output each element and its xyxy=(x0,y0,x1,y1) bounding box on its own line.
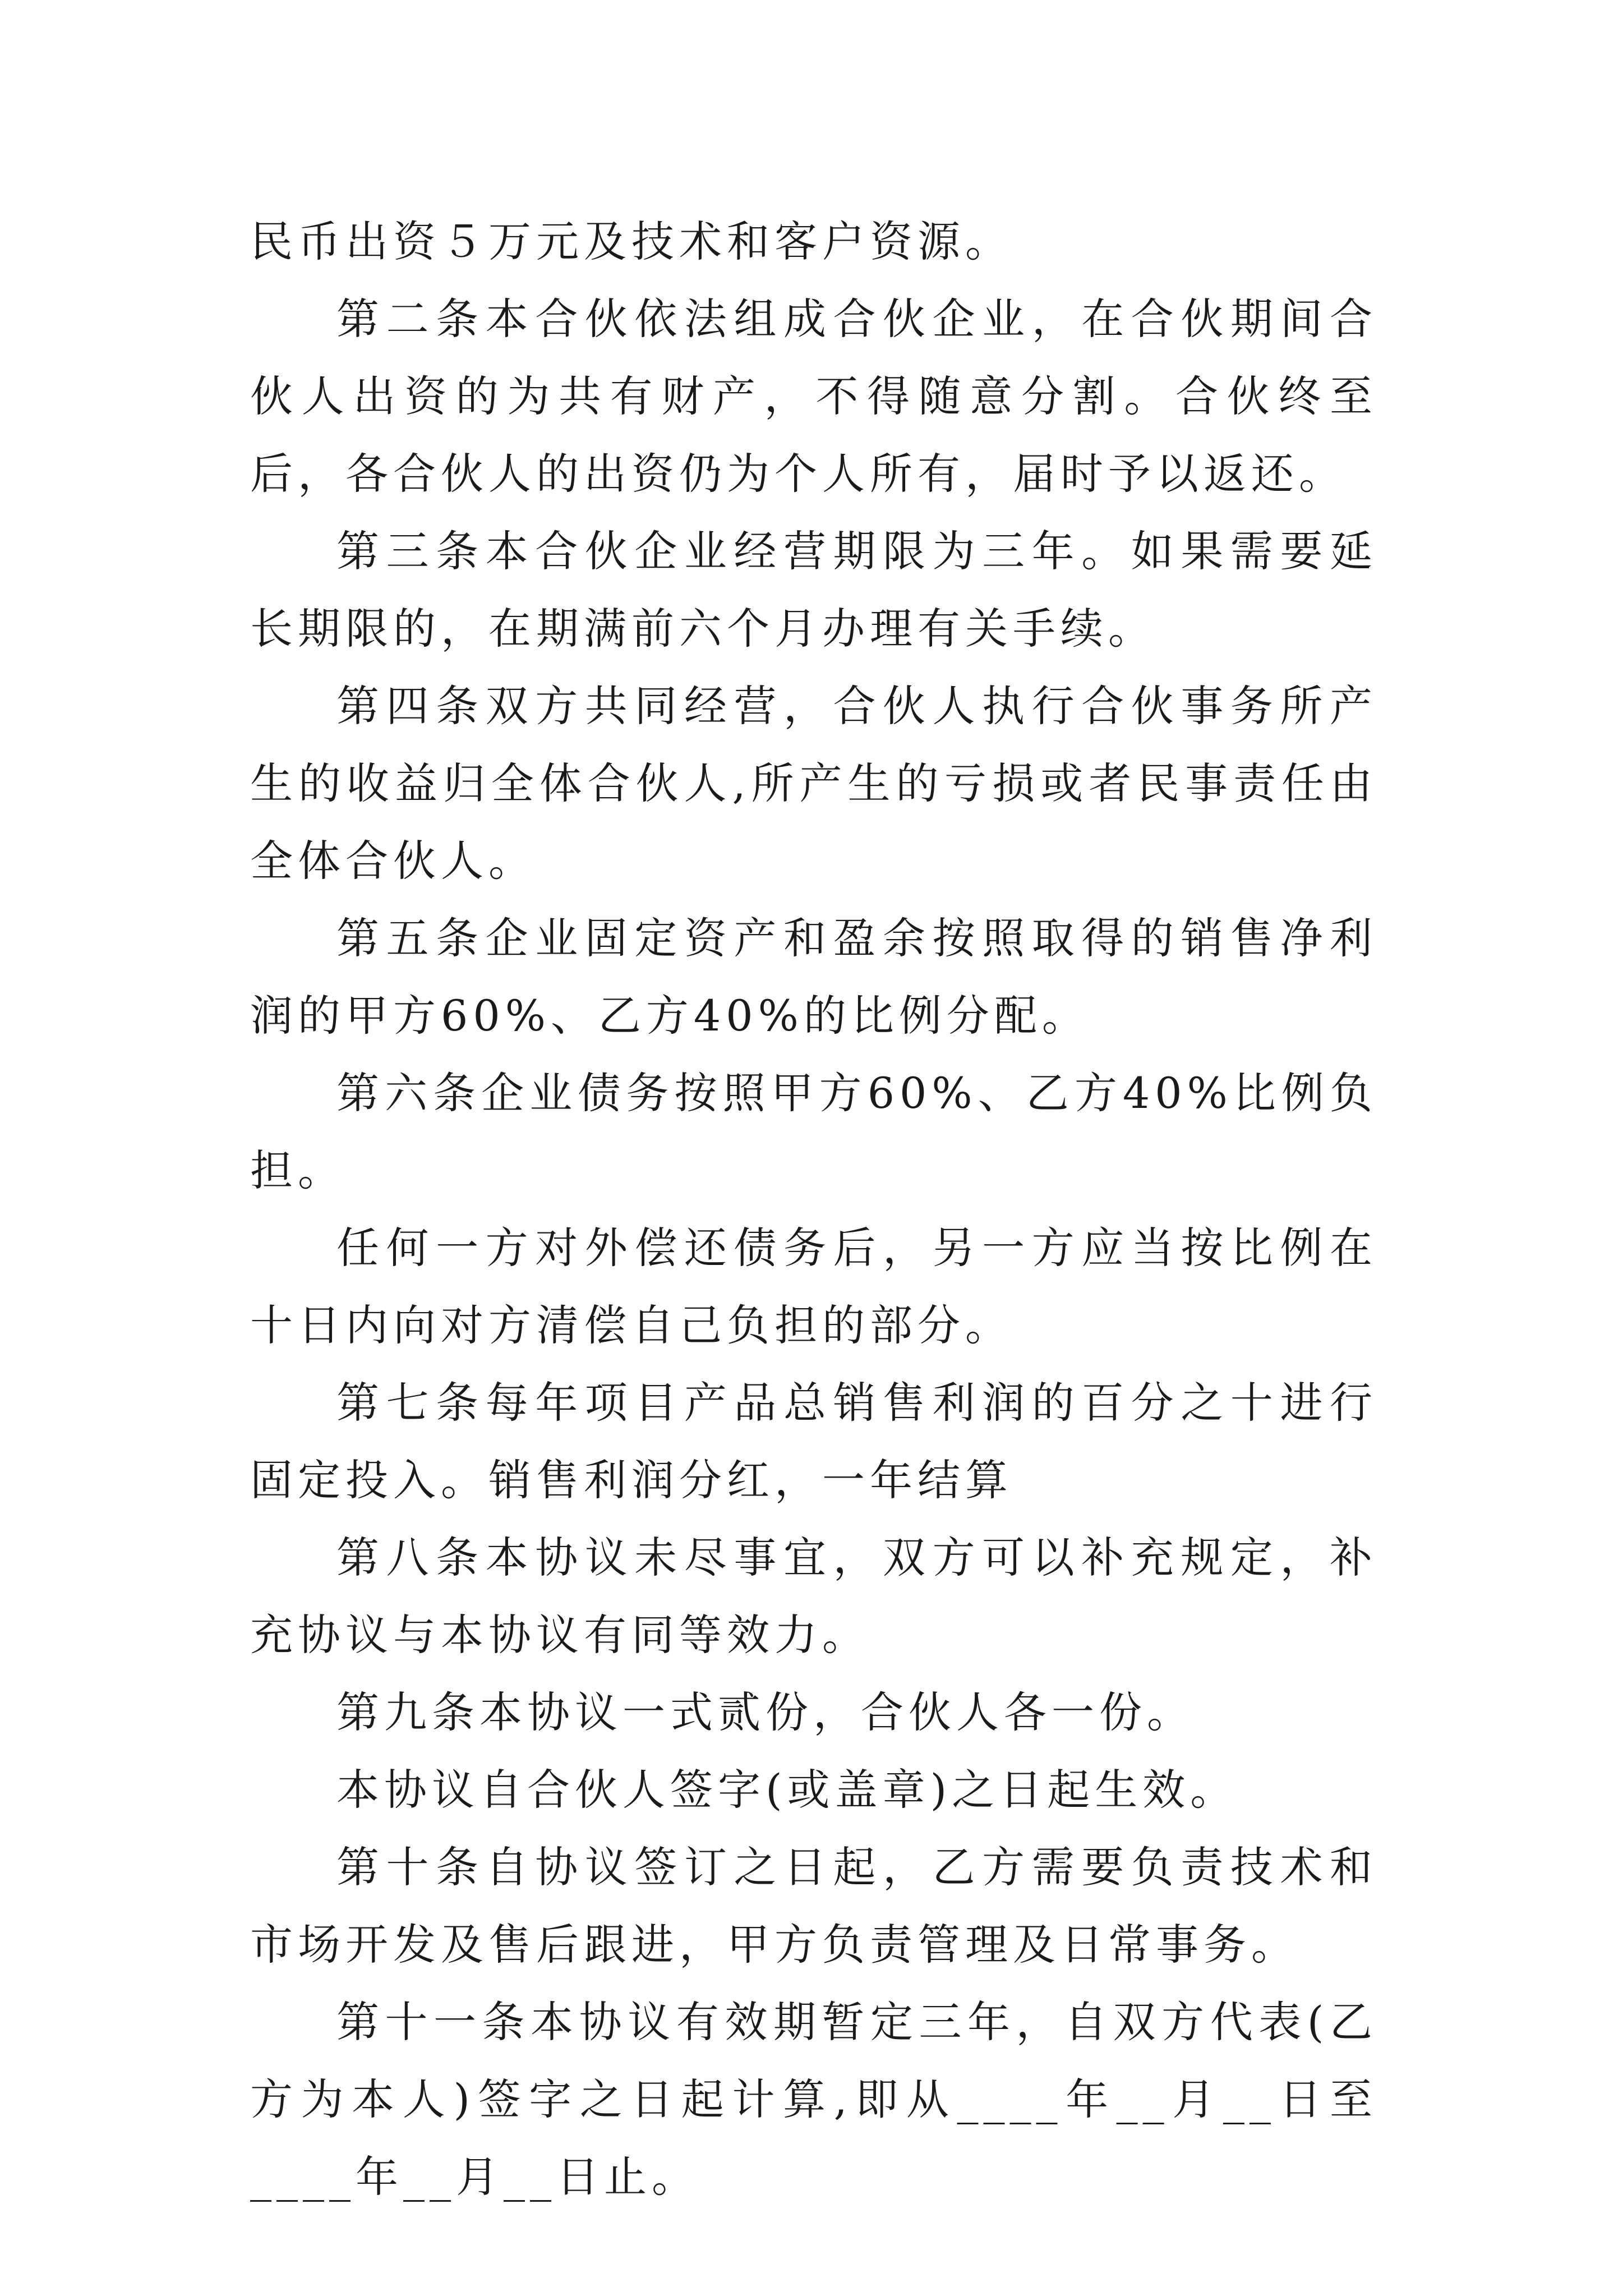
document-body xyxy=(250,203,1377,2216)
paragraph-article-6: 第六条企业债务按照甲方60%、乙方40%比例负担。 xyxy=(250,1068,1377,1195)
paragraph-article-8: 第八条本协议未尽事宜，双方可以补充规定，补充协议与本协议有同等效力。 xyxy=(250,1533,1377,1660)
paragraph-article-11: 第十一条本协议有效期暂定三年，自双方代表(乙方为本人)签字之日起计算,即从____年__月__日至____年__月__日止。 xyxy=(250,1997,1377,2202)
paragraph-capital-contribution-continued: 民币出资５万元及技术和客户资源。 xyxy=(250,217,1013,266)
paragraph-article-3: 第三条本合伙企业经营期限为三年。如果需要延长期限的，在期满前六个月办理有关手续。 xyxy=(250,526,1377,654)
paragraph-article-10: 第十条自协议签订之日起，乙方需要负责技术和市场开发及售后跟进，甲方负责管理及日常事务。 xyxy=(250,1842,1377,1970)
paragraph-effective-clause: 本协议自合伙人签字(或盖章)之日起生效。 xyxy=(336,1765,1238,1815)
paragraph-article-4: 第四条双方共同经营，合伙人执行合伙事务所产生的收益归全体合伙人,所产生的亏损或者民事责任由全体合伙人。 xyxy=(250,681,1377,886)
paragraph-article-7: 第七条每年项目产品总销售利润的百分之十进行固定投入。销售利润分红，一年结算 xyxy=(250,1378,1377,1505)
paragraph-article-5: 第五条企业固定资产和盈余按照取得的销售净利润的甲方60%、乙方40%的比例分配。 xyxy=(250,913,1377,1041)
paragraph-article-6-repayment: 任何一方对外偿还债务后，另一方应当按比例在十日内向对方清偿自己负担的部分。 xyxy=(250,1223,1377,1350)
paragraph-article-2: 第二条本合伙依法组成合伙企业，在合伙期间合伙人出资的为共有财产，不得随意分割。合伙终至后，各合伙人的出资仍为个人所有，届时予以返还。 xyxy=(250,294,1377,499)
paragraph-article-9: 第九条本协议一式贰份，合伙人各一份。 xyxy=(336,1687,1195,1737)
